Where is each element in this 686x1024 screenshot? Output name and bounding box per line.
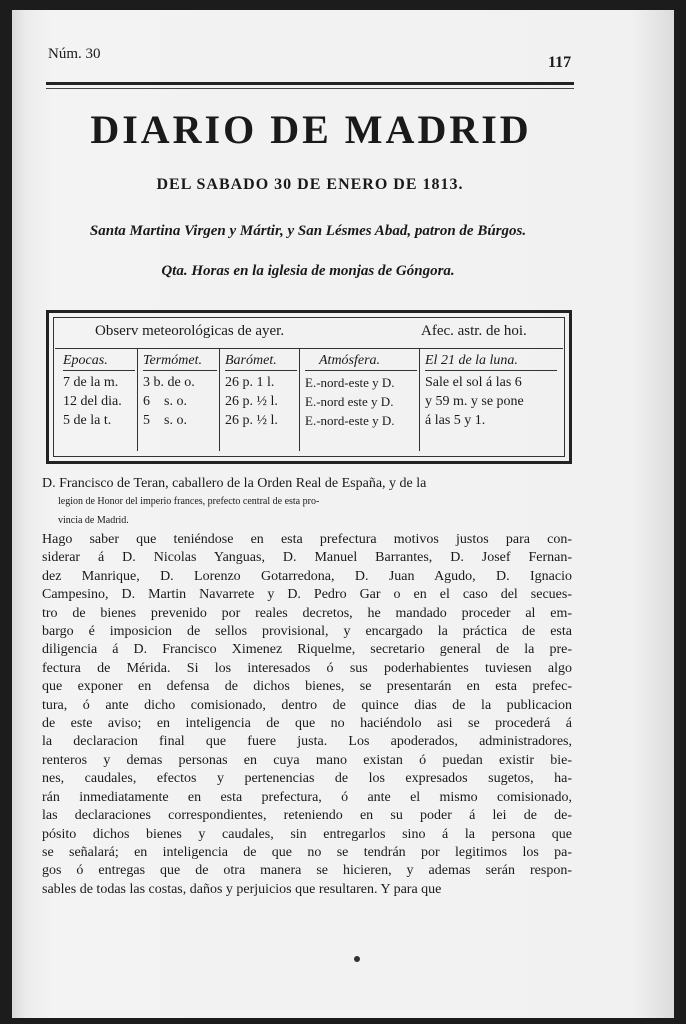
text-line: renteros y demas personas en cuya mano existan ó puedan existir bie- xyxy=(42,752,572,768)
text-line: las declaraciones correspondientes, reteniendo en su poder á lei de de- xyxy=(42,808,572,824)
text-line: legion de Honor del imperio frances, prefecto central de esta pro- xyxy=(58,496,320,508)
text-line: D. Francisco de Teran, caballero de la Orden Real de España, y de la xyxy=(42,476,427,491)
text-line: bargo é imposicion de sellos provisional, y encargado la práctica de esta xyxy=(42,624,572,640)
date-line: DEL SABADO 30 DE ENERO DE 1813. xyxy=(156,176,464,193)
text-line: Hago saber que teniéndose en esta prefectura motivos justos para con- xyxy=(42,532,572,547)
weather-cell: 26 p. ½ l. xyxy=(225,394,278,409)
weather-col-epocas xyxy=(63,351,135,430)
article-heading xyxy=(42,475,572,530)
weather-cell: E.-nord-este y D. xyxy=(305,375,395,390)
weather-cell: 26 p. 1 l. xyxy=(225,375,275,390)
weather-col-atmosfera xyxy=(305,351,417,430)
text-line: fectura de Mérida. Si los interesados ó sus poderhabientes tuviesen algo xyxy=(42,660,572,676)
forty-hours-line: Qta. Horas en la iglesia de monjas de Góngora. xyxy=(161,263,455,279)
text-line: dez Manrique, D. Lorenzo Gotarredona, D. Juan Agudo, D. Ignacio xyxy=(42,568,572,584)
article-body xyxy=(42,531,572,899)
weather-col-divider xyxy=(137,348,138,451)
weather-cell: 6 s. o. xyxy=(143,394,187,409)
text-line: siderar á D. Nicolas Yanguas, D. Manuel Barrantes, D. Josef Fernan- xyxy=(42,550,572,566)
header-rule-thick xyxy=(46,82,574,85)
text-line: tro de bienes prevenido por reales decretos, he mandado proceder al em- xyxy=(42,605,572,621)
weather-col-header: Epocas. xyxy=(63,351,135,371)
weather-col-divider xyxy=(299,348,300,451)
newspaper-page xyxy=(12,10,674,1018)
weather-left-heading: Observ meteorológicas de ayer. xyxy=(95,323,285,339)
text-line: diligencia á D. Francisco Ximenez Riquelme, secretario general de la pre- xyxy=(42,642,572,658)
weather-right-heading: Afec. astr. de hoi. xyxy=(421,323,527,339)
issue-number: Núm. 30 xyxy=(48,46,101,62)
weather-col-header: Atmósfera. xyxy=(305,351,417,371)
text-line: de este aviso; en inteligencia de que no haciéndolo asi se procederá á xyxy=(42,716,572,732)
weather-table xyxy=(46,310,572,464)
weather-col-header: Termómet. xyxy=(143,351,217,371)
weather-cell: 5 de la t. xyxy=(63,413,112,428)
text-line: Campesino, D. Martin Navarrete y D. Pedro Gar o en el caso del secues- xyxy=(42,587,572,603)
text-line: vincia de Madrid. xyxy=(58,514,129,526)
text-line: sables de todas las costas, daños y perjuicios que resultaren. Y para que xyxy=(42,881,442,897)
text-line: tura, ó ante dicho comisionado, dentro de quince dias de la publicacion xyxy=(42,697,572,713)
weather-cell: y 59 m. y se pone xyxy=(425,394,524,409)
text-line: que exponer en defensa de dichos bienes, se presentarán en esta prefec- xyxy=(42,679,572,695)
weather-cell: Sale el sol á las 6 xyxy=(425,375,522,390)
ink-dot-mark xyxy=(354,956,360,962)
weather-cell: á las 5 y 1. xyxy=(425,413,486,428)
masthead-title: DIARIO DE MADRID xyxy=(90,107,532,152)
weather-cell: 26 p. ½ l. xyxy=(225,413,278,428)
text-line: pósito dichos bienes y caudales, sin entregarlos sino á la persona que xyxy=(42,826,572,842)
weather-col-header: Barómet. xyxy=(225,351,297,371)
weather-col-barometro xyxy=(225,351,297,430)
page-number: 117 xyxy=(548,54,572,71)
weather-heading-rule xyxy=(55,348,563,349)
text-line: nes, caudales, efectos y pertenencias de los expresados sugetos, ha- xyxy=(42,771,572,787)
weather-col-header: El 21 de la luna. xyxy=(425,351,557,371)
text-line: gos ó entregas que de otra manera se hicieren, y ademas serán respon- xyxy=(42,863,572,879)
weather-col-luna xyxy=(425,351,557,430)
weather-cell: E.-nord este y D. xyxy=(305,394,394,409)
weather-cell: 3 b. de o. xyxy=(143,375,195,390)
weather-cell: 12 del dia. xyxy=(63,394,122,409)
weather-cell: 7 de la m. xyxy=(63,375,119,390)
text-line: la declaracion final que fuere justa. Los apoderados, administradores, xyxy=(42,734,572,750)
text-line: se señalará; en inteligencia de que no se tendrán por legitimos los pa- xyxy=(42,844,572,860)
weather-cell: E.-nord-este y D. xyxy=(305,413,395,428)
weather-col-divider xyxy=(419,348,420,451)
weather-col-termometro xyxy=(143,351,217,430)
weather-cell: 5 s. o. xyxy=(143,413,187,428)
text-line: rán inmediatamente en esta prefectura, ó ante el mismo comisionado, xyxy=(42,789,572,805)
saint-of-day: Santa Martina Virgen y Mártir, y San Lésmes Abad, patron de Búrgos. xyxy=(89,223,527,239)
header-rule-thin xyxy=(46,88,574,89)
weather-col-divider xyxy=(219,348,220,451)
